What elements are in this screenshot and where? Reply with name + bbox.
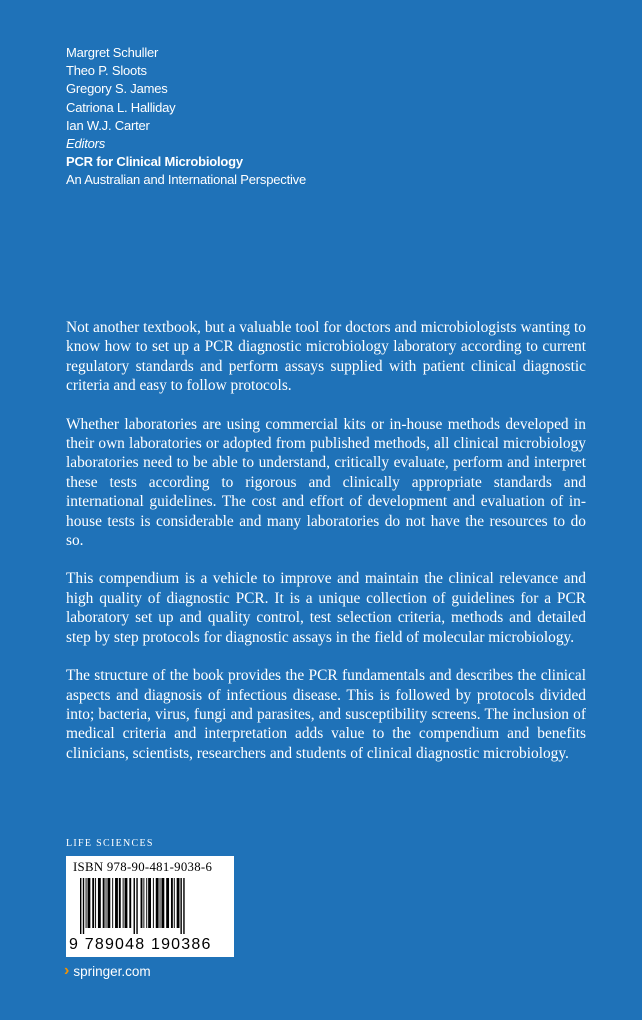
publisher-link[interactable] xyxy=(64,962,151,980)
editor-name: Margret Schuller xyxy=(66,45,159,60)
isbn-label: ISBN 978-90-481-9038-6 xyxy=(73,860,213,874)
editors-role-label: Editors xyxy=(66,136,106,152)
book-subtitle: An Australian and International Perspective xyxy=(66,172,306,188)
barcode-digits: 9 789048 190386 xyxy=(69,936,212,953)
blurb-paragraph: Not another textbook, but a valuable tool for doctors and microbiologists wanting to know how to set up a PCR diagnostic microbiology laboratory according to current regulatory standards and perform assays supplied with patient clinical diagnostic criteria and easy to follow protocols. xyxy=(66,319,586,395)
blurb-paragraph: The structure of the book provides the PCR fundamentals and describes the clinical aspects and diagnosis of infectious disease. This is followed by protocols divided into; bacteria, virus, fungi and parasites, and susceptibility screens. The inclusion of medical criteria and interpretation adds value to the compendium and benefits clinicians, scientists, researchers and students of clinical diagnostic microbiology. xyxy=(66,667,586,762)
barcode-icon xyxy=(80,878,222,934)
book-title: PCR for Clinical Microbiology xyxy=(66,154,243,170)
blurb-paragraph: Whether laboratories are using commercial kits or in-house methods developed in their own laboratories or adopted from published methods, all clinical microbiology laboratories need to be able to understand, critically evaluate, perform and interpret these tests according to rigorous and clinically appropriate standards and international guidelines. The cost and effort of development and evaluation of in-house tests is considerable and many laboratories do not have the resources to do so. xyxy=(66,415,586,550)
editor-name: Ian W.J. Carter xyxy=(66,117,150,133)
editor-name: Gregory S. James xyxy=(66,81,168,97)
back-cover-blurb xyxy=(66,318,586,763)
editor-name: Catriona L. Halliday xyxy=(66,99,176,115)
editor-name: Theo P. Sloots xyxy=(66,63,147,79)
editors-block xyxy=(66,44,306,190)
barcode-box xyxy=(66,856,234,957)
publisher-url: springer.com xyxy=(73,963,151,979)
blurb-paragraph: This compendium is a vehicle to improve and maintain the clinical relevance and high quality of diagnostic PCR. It is a unique collection of guidelines for a PCR laboratory set up and quality control, test selection criteria, methods and detailed step by step protocols for diagnostic assays in the field of molecular microbiology. xyxy=(66,570,586,646)
subject-category: LIFE SCIENCES xyxy=(66,838,154,849)
chevron-right-icon: › xyxy=(64,962,70,979)
